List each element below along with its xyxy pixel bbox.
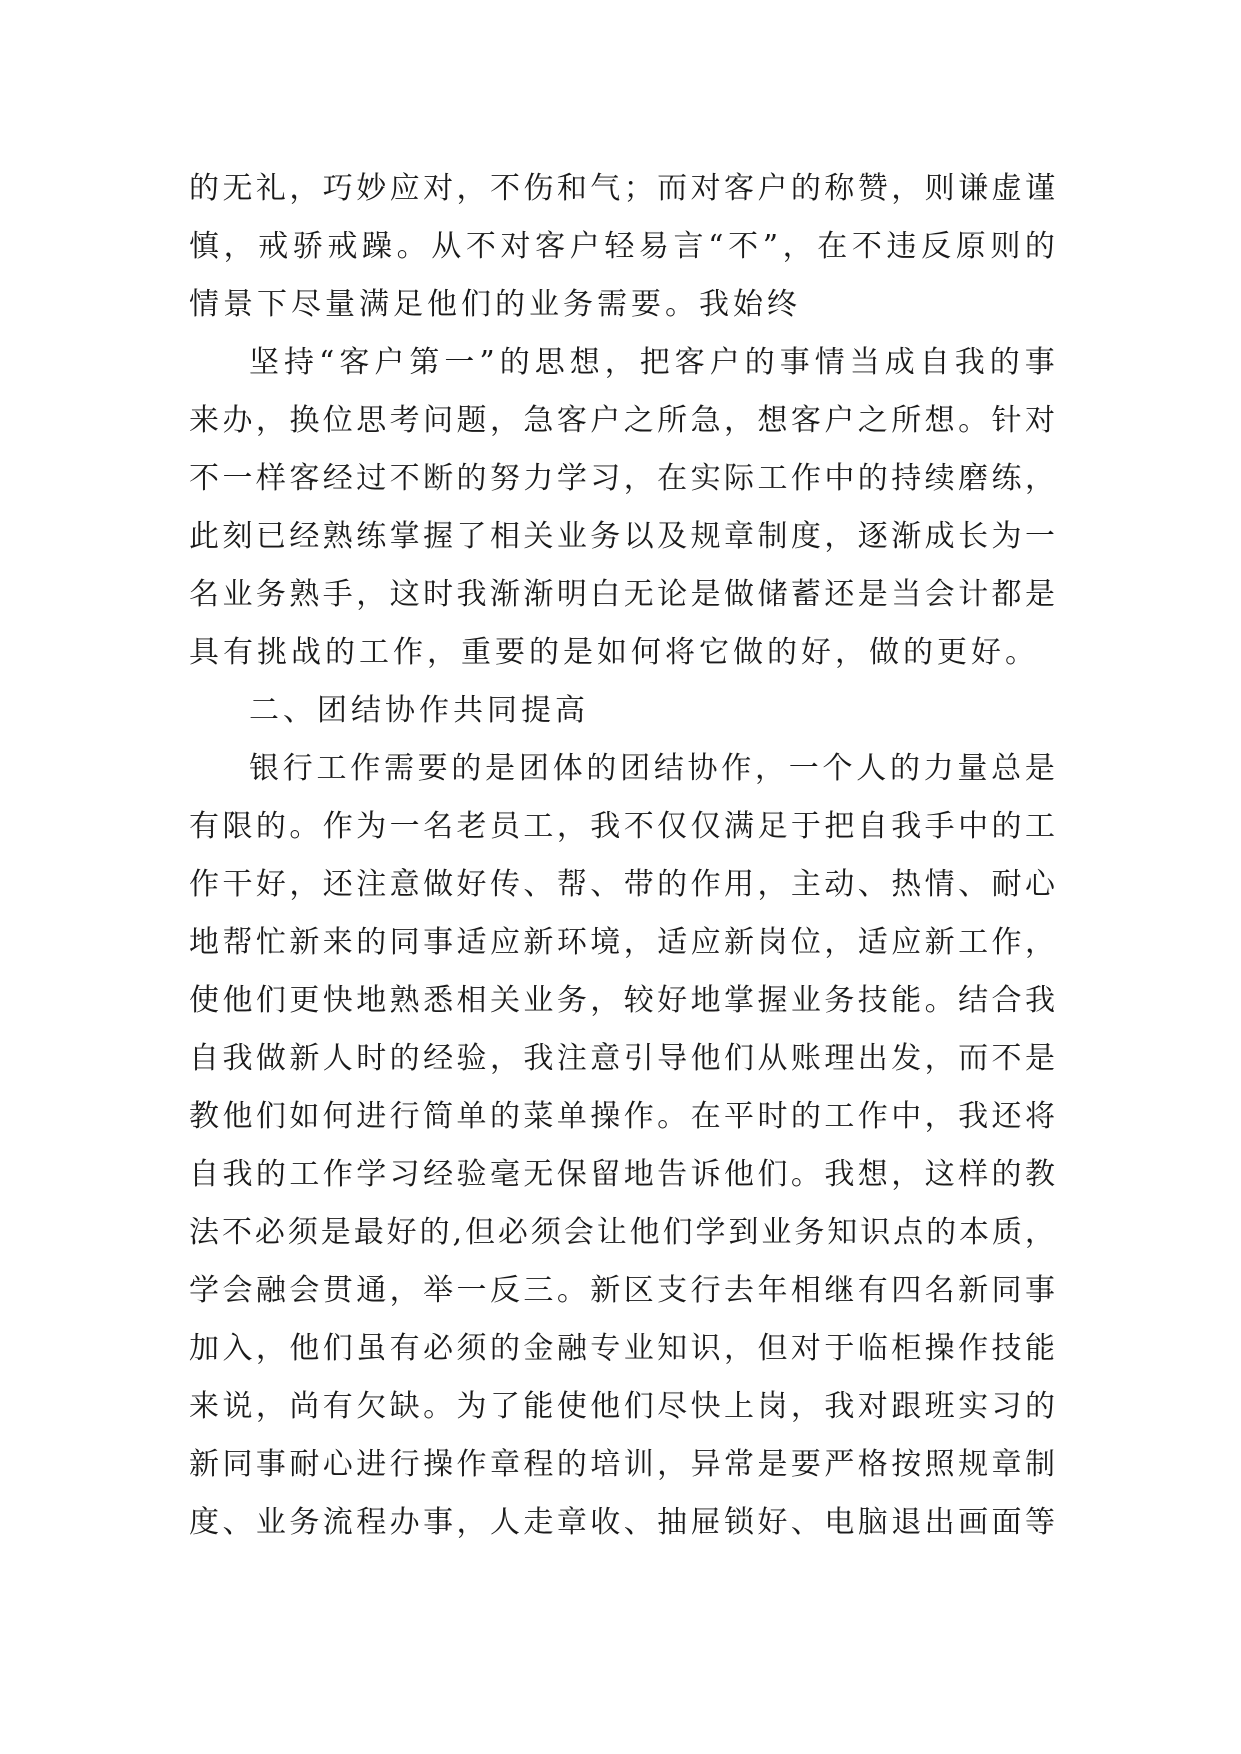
- text-line: 坚 持 “ 客 户 第 一 ” 的 思 想 ， 把 客 户 的 事 情 当 成 自 我 的 事: [249, 345, 1055, 380]
- text-line: 自 我 做 新 人 时 的 经 验 ， 我 注 意 引 导 他 们 从 账 理 出 发 ， 而 不 是: [189, 1041, 1055, 1076]
- text-line: 加 入 ， 他 们 虽 有 必 须 的 金 融 专 业 知 识 ， 但 对 于 临 柜 操 作 技 能: [189, 1331, 1055, 1366]
- text-line: 有 限 的 。 作 为 一 名 老 员 工 ， 我 不 仅 仅 满 足 于 把 自 我 手 中 的 工: [189, 809, 1055, 844]
- text-line: 学 会 融 会 贯 通 ， 举 一 反 三 。 新 区 支 行 去 年 相 继 有 四 名 新 同 事: [189, 1273, 1055, 1308]
- text-line: 慎 ， 戒 骄 戒 躁 。 从 不 对 客 户 轻 易 言 “ 不 ” ， 在 不 违 反 原 则 的: [189, 229, 1055, 264]
- text-line: 情 景 下 尽 量 满 足 他 们 的 业 务 需 要 。 我 始 终: [189, 287, 797, 322]
- text-line: 法 不 必 须 是 最 好 的 , 但 必 须 会 让 他 们 学 到 业 务 知 识 点 的 本 质 ，: [189, 1215, 1055, 1250]
- body-text: [189, 160, 1055, 1552]
- text-line: 来 说 ， 尚 有 欠 缺 。 为 了 能 使 他 们 尽 快 上 岗 ， 我 对 跟 班 实 习 的: [189, 1389, 1055, 1424]
- text-line: 的 无 礼 ， 巧 妙 应 对 ， 不 伤 和 气 ； 而 对 客 户 的 称 赞 ， 则 谦 虚 谨: [189, 171, 1055, 206]
- text-line: 教 他 们 如 何 进 行 简 单 的 菜 单 操 作 。 在 平 时 的 工 作 中 ， 我 还 将: [189, 1099, 1055, 1134]
- text-line: 名 业 务 熟 手 ， 这 时 我 渐 渐 明 白 无 论 是 做 储 蓄 还 是 当 会 计 都 是: [189, 577, 1055, 612]
- text-line: 地 帮 忙 新 来 的 同 事 适 应 新 环 境 ， 适 应 新 岗 位 ， 适 应 新 工 作 ，: [189, 925, 1055, 960]
- text-line: 度 、 业 务 流 程 办 事 ， 人 走 章 收 、 抽 屉 锁 好 、 电 脑 退 出 画 面 等: [189, 1505, 1055, 1540]
- text-line: 此 刻 已 经 熟 练 掌 握 了 相 关 业 务 以 及 规 章 制 度 ， 逐 渐 成 长 为 一: [189, 519, 1055, 554]
- text-line: 自 我 的 工 作 学 习 经 验 毫 无 保 留 地 告 诉 他 们 。 我 想 ， 这 样 的 教: [189, 1157, 1055, 1192]
- text-line: 具 有 挑 战 的 工 作 ， 重 要 的 是 如 何 将 它 做 的 好 ， 做 的 更 好 。: [189, 635, 1035, 670]
- text-line: 银 行 工 作 需 要 的 是 团 体 的 团 结 协 作 ， 一 个 人 的 力 量 总 是: [249, 751, 1055, 786]
- text-line: 不 一 样 客 经 过 不 断 的 努 力 学 习 ， 在 实 际 工 作 中 的 持 续 磨 练 ，: [189, 461, 1055, 496]
- text-line: 作 干 好 ， 还 注 意 做 好 传 、 帮 、 带 的 作 用 ， 主 动 、 热 情 、 耐 心: [189, 867, 1055, 902]
- text-line: 新 同 事 耐 心 进 行 操 作 章 程 的 培 训 ， 异 常 是 要 严 格 按 照 规 章 制: [189, 1447, 1055, 1482]
- text-line: 使 他 们 更 快 地 熟 悉 相 关 业 务 ， 较 好 地 掌 握 业 务 技 能 。 结 合 我: [189, 983, 1055, 1018]
- text-line: 来 办 ， 换 位 思 考 问 题 ， 急 客 户 之 所 急 ， 想 客 户 之 所 想 。 针 对: [189, 403, 1055, 438]
- section-heading: 二 、 团 结 协 作 共 同 提 高: [249, 693, 585, 728]
